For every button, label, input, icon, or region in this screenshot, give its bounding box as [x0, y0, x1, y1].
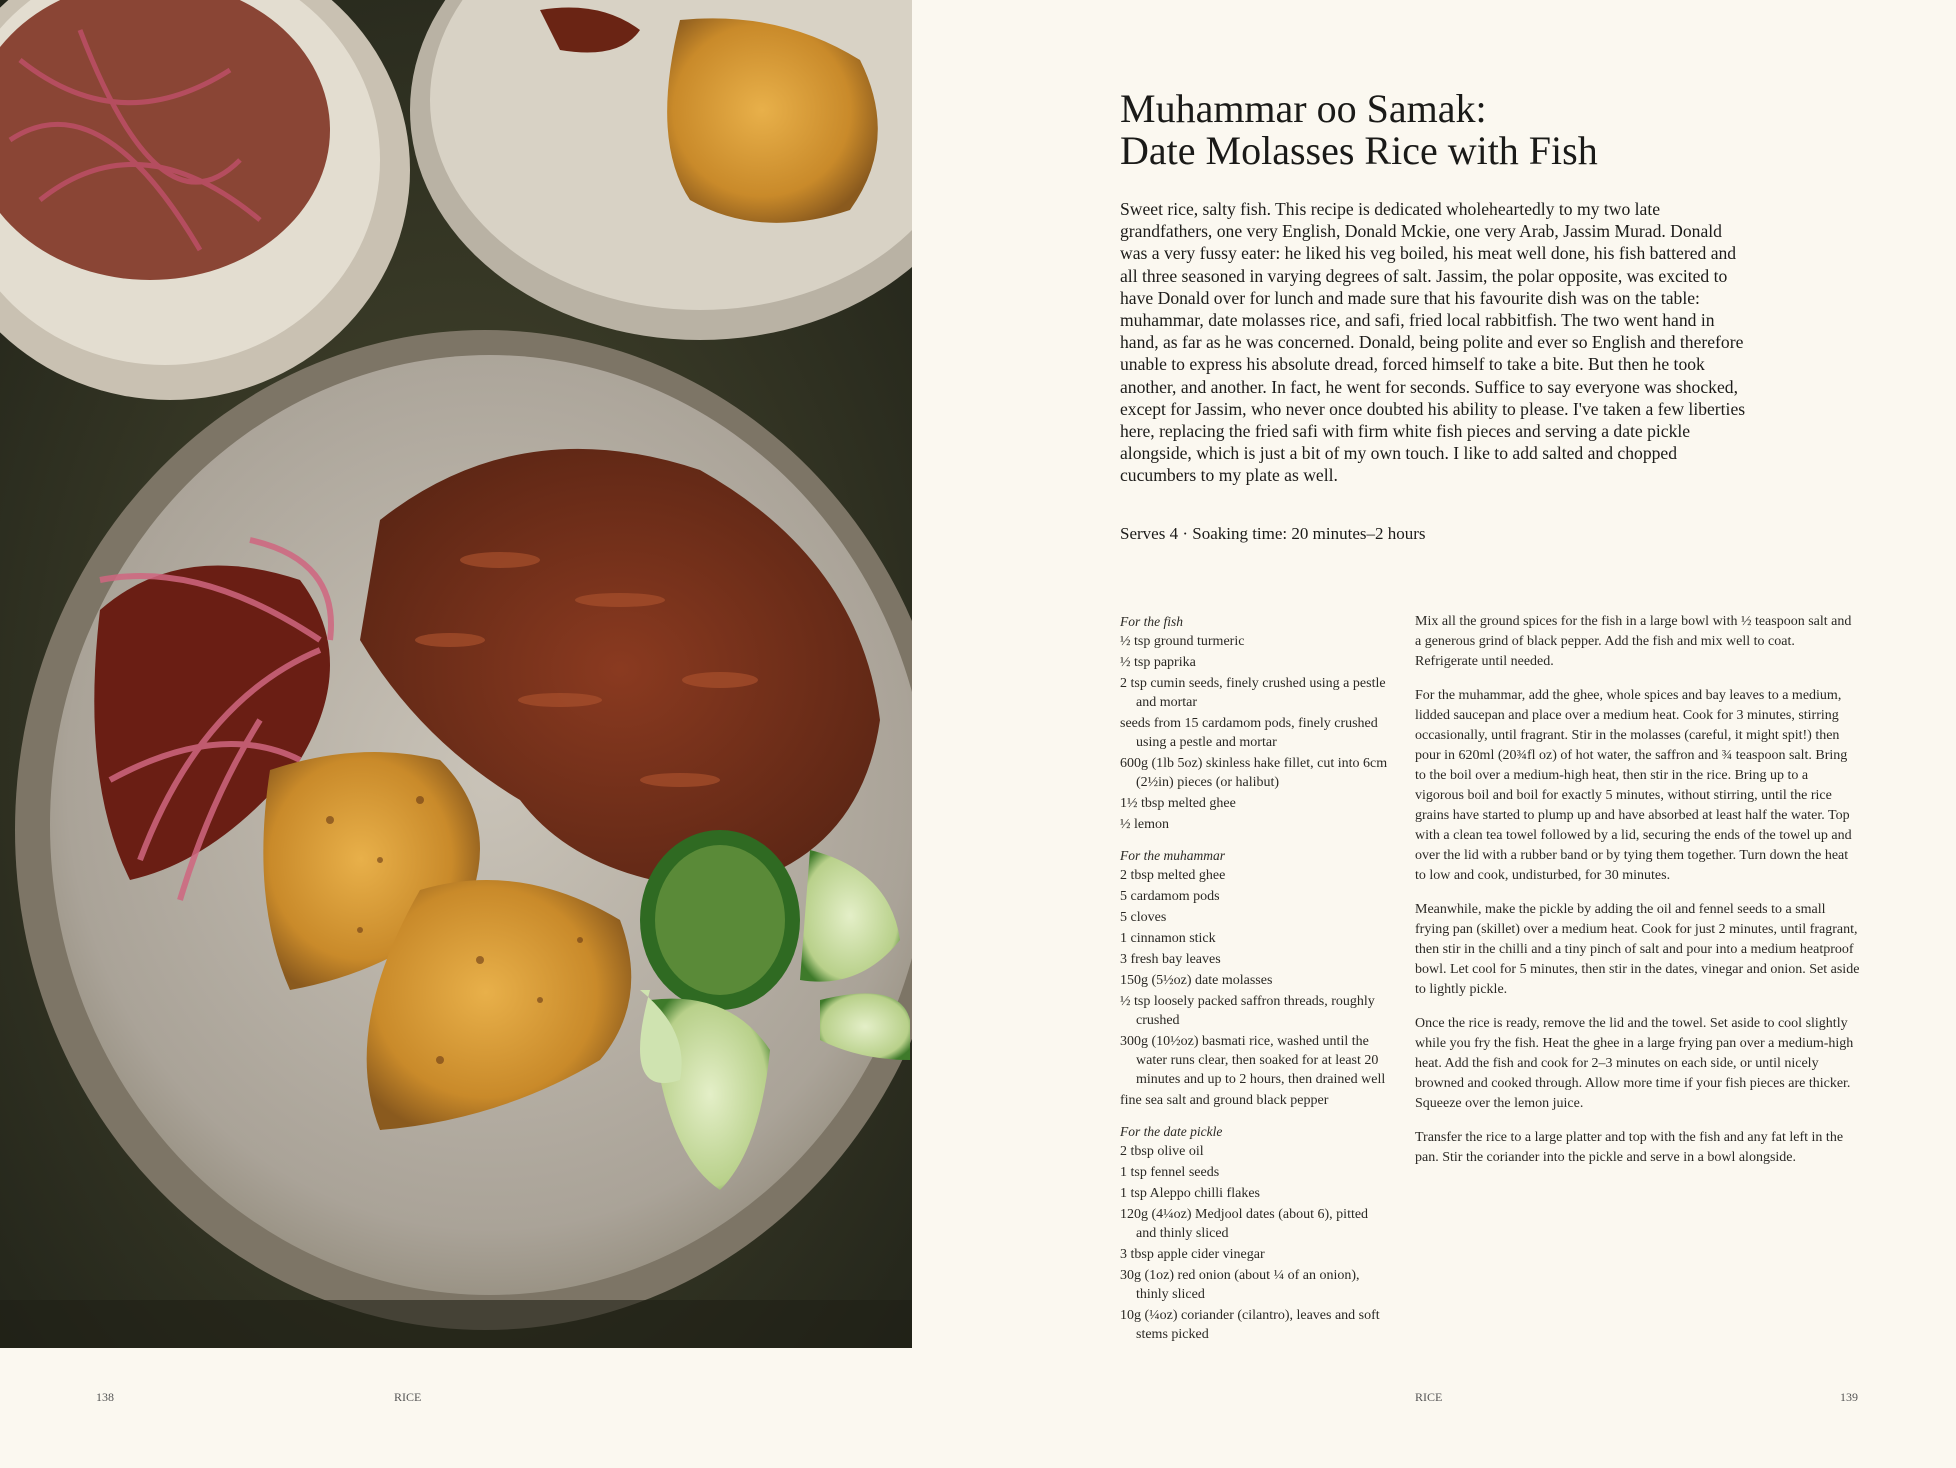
method-step: Mix all the ground spices for the fish in a large bowl with ½ teaspoon salt and a generous grind of black pepper. Add the fish and mix well to coat. Refrigerate until needed. [1415, 614, 1852, 669]
ingredient-item: 2 tbsp melted ghee [1120, 868, 1226, 883]
ingredient-group-heading: For the fish [1120, 614, 1183, 629]
ingredient-group-heading: For the muhammar [1120, 848, 1225, 863]
intro-paragraph: Sweet rice, salty fish. This recipe is dedicated wholeheartedly to my two late grandfathers, one very English, Donald Mckie, one very Arab, Jassim Murad. Donald was a very fussy eater: he liked his veg boiled, his meat well done, his fish battered and all three seasoned in varying degrees of salt. Jassim, the polar opposite, was excited to have Donald over for lunch and made sure that his favourite dish was on the table: muhammar, date molasses rice, and safi, fried local rabbitfish. The two went hand in hand, as far as he was concerned. Donald, being polite and ever so English and therefore unable to express his absolute dread, forced himself to take a bite. But then he took another, and another. In fact, he went for seconds. Suffice to say everyone was shocked, except for Jassim, who never once doubted his ability to please. I've taken a few liberties here, replacing the fried safi with firm white fish pieces and serving a date pickle alongside, which is just a bit of my own touch. I like to add salted and chopped cucumbers to my plate as well. [1120, 199, 1746, 486]
method-step: Meanwhile, make the pickle by adding the oil and fennel seeds to a small frying pan (skillet) over a medium heat. Cook for just 2 minutes, until fragrant, then stir in the chilli and a tiny pinch of salt and pour into a medium heatproof bowl. Let cool for 5 minutes, then stir in the dates, vinegar and onion. Set aside to lightly pickle. [1415, 902, 1860, 997]
ingredients-column [1120, 612, 1390, 1356]
right-page-number: 139 [1840, 1390, 1858, 1404]
method-step: For the muhammar, add the ghee, whole spices and bay leaves to a medium, lidded saucepan and place over a medium heat. Cook for 3 minutes, stirring occasionally, until fragrant. Stir in the molasses (careful, it might spit!) then pour in 620ml (20¾fl oz) of hot water, the saffron and ¾ teaspoon salt. Bring to the boil over a medium-high heat, then stir in the rice. Bring up to a vigorous boil and boil for exactly 5 minutes, without stirring, until the rice grains have started to plump up and have absorbed at least half the water. Top with a clean tea towel followed by a lid, securing the ends of the towel up and over the lid with a rubber band or by tying them together. Turn down the heat to low and cook, undisturbed, for 30 minutes. [1415, 688, 1852, 883]
ingredient-item: 3 fresh bay leaves [1120, 952, 1221, 967]
ingredient-item: seeds from 15 cardamom pods, finely crushed using a pestle and mortar [1120, 716, 1378, 750]
left-page-number: 138 [96, 1390, 114, 1404]
ingredient-item: ½ tsp paprika [1120, 655, 1196, 670]
dish-photo [0, 0, 912, 1348]
ingredient-item: 5 cloves [1120, 910, 1167, 925]
ingredient-item: 30g (1oz) red onion (about ¼ of an onion), thinly sliced [1120, 1268, 1360, 1302]
ingredient-item: ½ lemon [1120, 817, 1169, 832]
ingredient-item: 300g (10½oz) basmati rice, washed until the water runs clear, then soaked for at least 20 minutes and up to 2 hours, then drained well [1120, 1034, 1386, 1087]
ingredient-item: fine sea salt and ground black pepper [1120, 1093, 1329, 1108]
recipe-title-line-1: Muhammar oo Samak: [1120, 86, 1487, 131]
ingredient-item: 1 tsp fennel seeds [1120, 1165, 1220, 1180]
serves-info: Serves 4 · Soaking time: 20 minutes–2 hours [1120, 524, 1426, 543]
ingredient-item: ½ tsp loosely packed saffron threads, roughly crushed [1120, 994, 1375, 1028]
ingredient-item: 1 tsp Aleppo chilli flakes [1120, 1186, 1260, 1201]
method-step: Once the rice is ready, remove the lid and the towel. Set aside to cool slightly while you fry the fish. Heat the ghee in a large frying pan over a medium-high heat. Add the fish and cook for 2–3 minutes on each side, or until nicely browned and cooked through. Allow more time if your fish pieces are thicker. Squeeze over the lemon juice. [1415, 1016, 1854, 1111]
method-column [1415, 612, 1860, 1182]
left-running-head: RICE [394, 1390, 422, 1404]
food-photo-illustration [0, 0, 912, 1348]
ingredient-item: 3 tbsp apple cider vinegar [1120, 1247, 1265, 1262]
recipe-title [1120, 88, 1860, 172]
ingredient-item: 150g (5½oz) date molasses [1120, 973, 1273, 988]
ingredient-item: 1 cinnamon stick [1120, 931, 1216, 946]
ingredient-list [1120, 866, 1390, 1110]
recipe-header [1120, 88, 1860, 172]
ingredient-item: 600g (1lb 5oz) skinless hake fillet, cut into 6cm (2½in) pieces (or halibut) [1120, 756, 1388, 790]
ingredient-list [1120, 1142, 1390, 1344]
ingredient-list [1120, 632, 1390, 834]
ingredient-group-heading: For the date pickle [1120, 1124, 1223, 1139]
ingredient-item: 120g (4¼oz) Medjool dates (about 6), pitted and thinly sliced [1120, 1207, 1369, 1241]
ingredient-item: 2 tbsp olive oil [1120, 1144, 1204, 1159]
ingredient-item: 5 cardamom pods [1120, 889, 1220, 904]
ingredient-item: 10g (¼oz) coriander (cilantro), leaves and soft stems picked [1120, 1308, 1380, 1342]
method-step: Transfer the rice to a large platter and top with the fish and any fat left in the pan. Stir the coriander into the pickle and serve in a bowl alongside. [1415, 1130, 1844, 1165]
ingredient-item: 2 tsp cumin seeds, finely crushed using a pestle and mortar [1120, 676, 1386, 710]
ingredient-item: ½ tsp ground turmeric [1120, 634, 1245, 649]
right-running-head: RICE [1415, 1390, 1443, 1404]
recipe-intro [1120, 198, 1750, 487]
ingredient-item: 1½ tbsp melted ghee [1120, 796, 1236, 811]
recipe-title-line-2: Date Molasses Rice with Fish [1120, 128, 1598, 173]
